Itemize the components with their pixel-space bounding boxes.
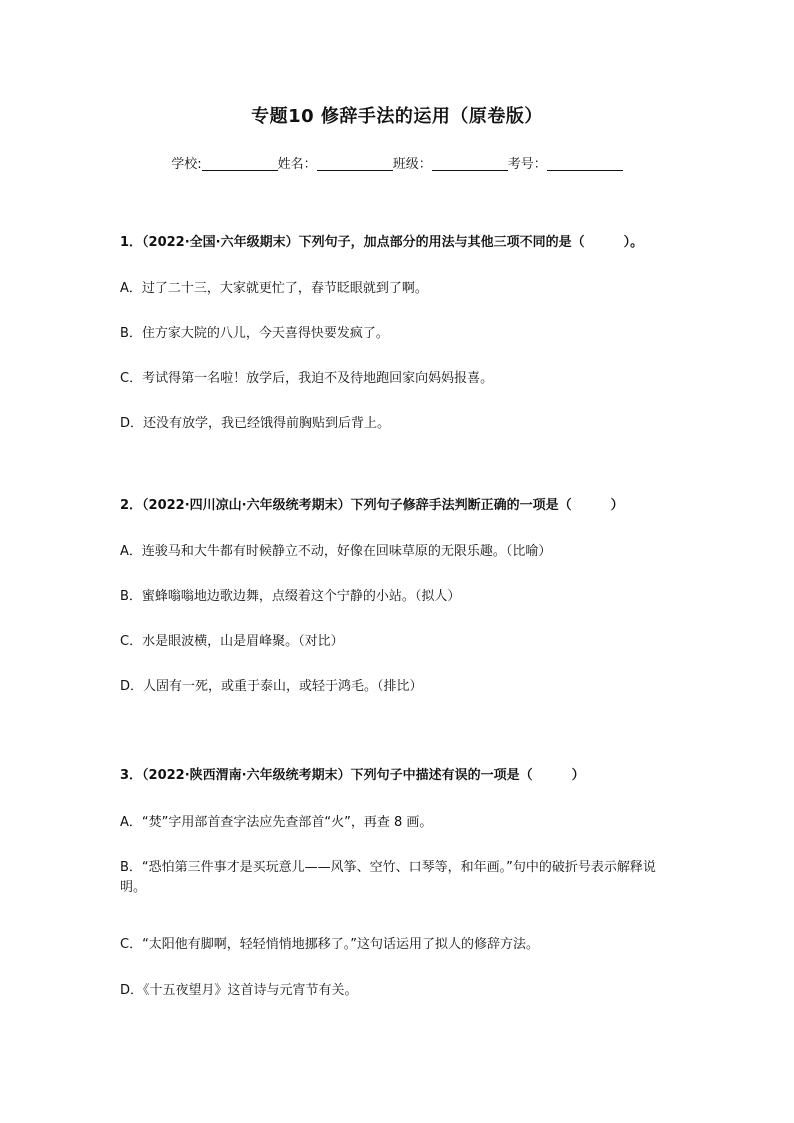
question-2-option-b[interactable]: B．蜜蜂嗡嗡地边歌边舞，点缀着这个宁静的小站。（拟人） <box>120 589 461 604</box>
class-blank[interactable] <box>432 156 508 171</box>
question-3-stem: 3．（2022·陕西渭南·六年级统考期末）下列句子中描述有误的一项是（ ） <box>120 768 585 783</box>
class-label: 班级： <box>392 157 432 172</box>
question-2-option-a[interactable]: A．连骏马和大牛都有时候静立不动，好像在回味草原的无限乐趣。（比喻） <box>120 544 552 559</box>
page-title: 专题10 修辞手法的运用（原卷版） <box>251 106 543 127</box>
question-2-stem: 2．（2022·四川凉山·六年级统考期末）下列句子修辞手法判断正确的一项是（ ） <box>120 498 624 513</box>
question-3-option-c[interactable]: C．“太阳他有脚啊，轻轻悄悄地挪移了。”这句话运用了拟人的修辞方法。 <box>120 937 540 952</box>
question-1-option-d[interactable]: D．还没有放学，我已经饿得前胸贴到后背上。 <box>120 416 391 431</box>
school-label: 学校: <box>171 157 202 172</box>
name-blank[interactable] <box>317 156 393 171</box>
question-1-stem: 1．（2022·全国·六年级期末）下列句子，加点部分的用法与其他三项不同的是（ ）。 <box>120 235 644 250</box>
question-3-option-b[interactable]: B．“恐怕第三件事才是买玩意儿——风筝、空竹、口琴等，和年画。”句中的破折号表示解释说明。 <box>120 860 656 895</box>
student-info-row <box>0 155 794 175</box>
question-1-option-c[interactable]: C．考试得第一名啦！放学后，我迫不及待地跑回家向妈妈报喜。 <box>120 371 494 386</box>
question-3-option-a[interactable]: A．“焚”字用部首查字法应先查部首“火”，再查 8 画。 <box>120 815 433 830</box>
school-blank[interactable] <box>202 156 278 171</box>
question-1-option-a[interactable]: A．过了二十三，大家就更忙了，春节眨眼就到了啊。 <box>120 281 428 296</box>
name-label: 姓名： <box>277 157 317 172</box>
question-1-option-b[interactable]: B．住方家大院的八儿，今天喜得快要发疯了。 <box>120 326 389 341</box>
question-3-option-d[interactable]: D．《十五夜望月》这首诗与元宵节有关。 <box>120 983 358 998</box>
question-2-option-c[interactable]: C．水是眼波横，山是眉峰聚。（对比） <box>120 634 344 649</box>
number-label: 考号： <box>507 157 547 172</box>
number-blank[interactable] <box>547 156 623 171</box>
question-2-option-d[interactable]: D．人固有一死，或重于泰山，或轻于鸿毛。（排比） <box>120 679 423 694</box>
